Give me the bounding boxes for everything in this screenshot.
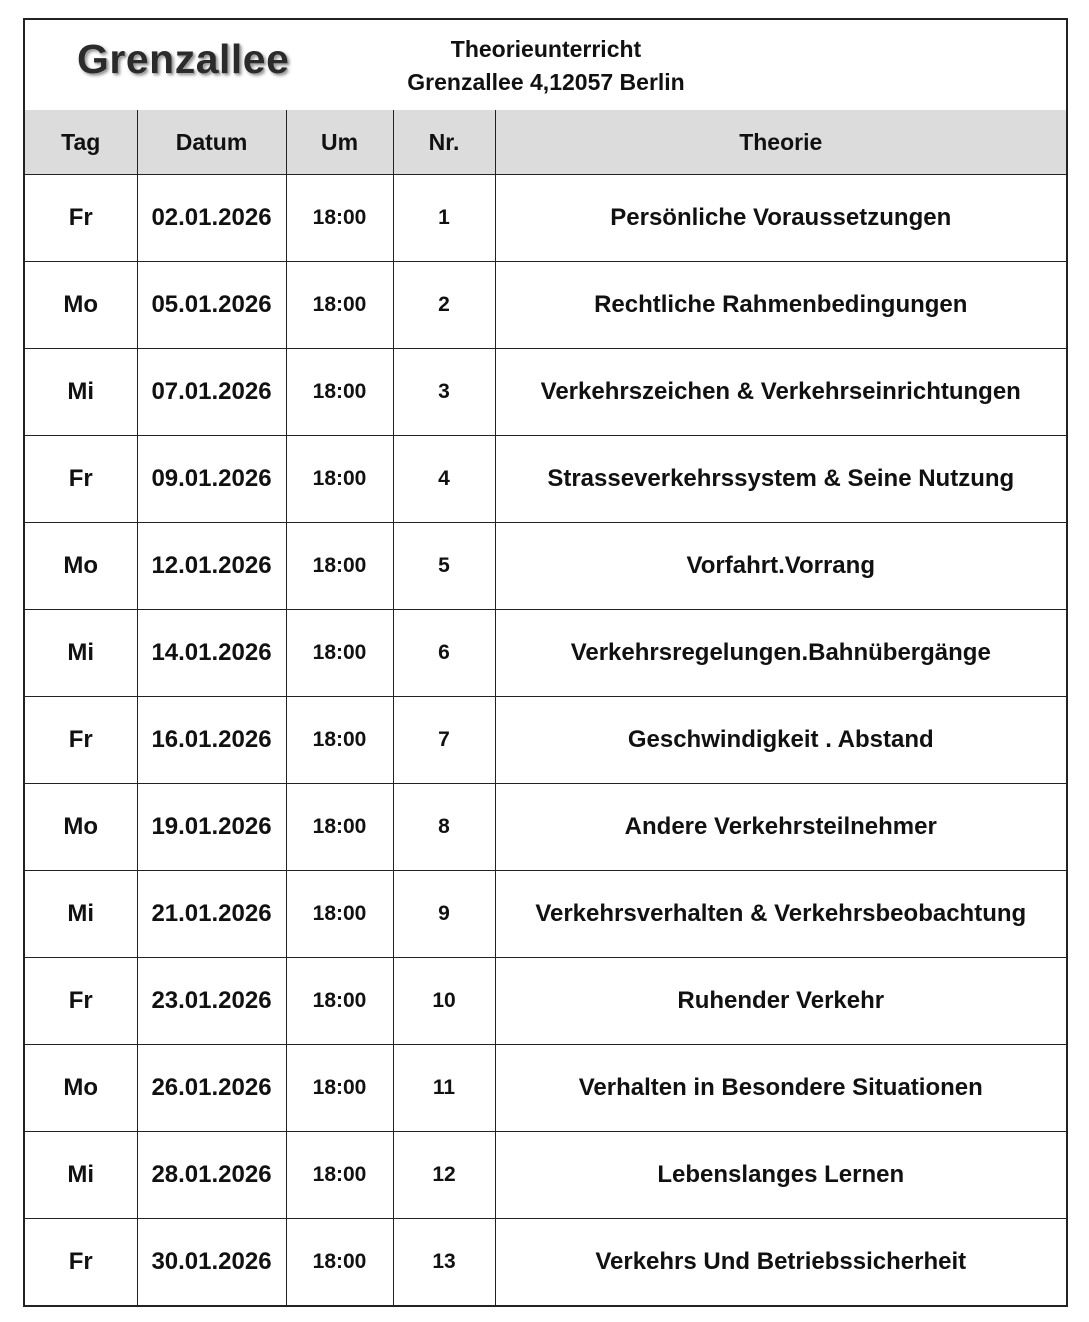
cell-nr: 8 xyxy=(393,784,495,871)
cell-nr: 2 xyxy=(393,262,495,349)
cell-datum: 30.01.2026 xyxy=(137,1219,286,1306)
table-row xyxy=(25,175,1066,262)
cell-tag: Mo xyxy=(25,1045,137,1132)
cell-tag: Fr xyxy=(25,1219,137,1306)
cell-um: 18:00 xyxy=(286,784,393,871)
cell-datum: 12.01.2026 xyxy=(137,523,286,610)
cell-datum: 16.01.2026 xyxy=(137,697,286,784)
cell-tag: Fr xyxy=(25,175,137,262)
table-row xyxy=(25,697,1066,784)
cell-tag: Mi xyxy=(25,871,137,958)
cell-um: 18:00 xyxy=(286,349,393,436)
cell-nr: 12 xyxy=(393,1132,495,1219)
cell-datum: 19.01.2026 xyxy=(137,784,286,871)
cell-um: 18:00 xyxy=(286,697,393,784)
table-row xyxy=(25,784,1066,871)
table-row xyxy=(25,262,1066,349)
cell-um: 18:00 xyxy=(286,262,393,349)
cell-nr: 4 xyxy=(393,436,495,523)
cell-nr: 1 xyxy=(393,175,495,262)
grenzallee-logo: Grenzallee xyxy=(77,36,290,82)
cell-datum: 14.01.2026 xyxy=(137,610,286,697)
cell-theorie: Rechtliche Rahmenbedingungen xyxy=(495,262,1066,349)
cell-theorie: Verhalten in Besondere Situationen xyxy=(495,1045,1066,1132)
cell-um: 18:00 xyxy=(286,523,393,610)
column-header-theorie: Theorie xyxy=(495,110,1066,175)
table-row xyxy=(25,436,1066,523)
table-row xyxy=(25,523,1066,610)
table-row xyxy=(25,871,1066,958)
cell-tag: Mi xyxy=(25,610,137,697)
column-header-nr: Nr. xyxy=(393,110,495,175)
cell-theorie: Ruhender Verkehr xyxy=(495,958,1066,1045)
column-header-tag: Tag xyxy=(25,110,137,175)
cell-um: 18:00 xyxy=(286,610,393,697)
cell-datum: 05.01.2026 xyxy=(137,262,286,349)
cell-datum: 28.01.2026 xyxy=(137,1132,286,1219)
cell-nr: 5 xyxy=(393,523,495,610)
cell-tag: Mo xyxy=(25,262,137,349)
cell-nr: 10 xyxy=(393,958,495,1045)
schedule-table xyxy=(25,110,1066,1305)
title-line-1: Theorieunterricht xyxy=(450,36,642,62)
table-row xyxy=(25,349,1066,436)
cell-um: 18:00 xyxy=(286,1132,393,1219)
cell-datum: 09.01.2026 xyxy=(137,436,286,523)
cell-nr: 13 xyxy=(393,1219,495,1306)
cell-theorie: Verkehrszeichen & Verkehrseinrichtungen xyxy=(495,349,1066,436)
cell-theorie: Lebenslanges Lernen xyxy=(495,1132,1066,1219)
cell-um: 18:00 xyxy=(286,1219,393,1306)
cell-nr: 7 xyxy=(393,697,495,784)
cell-nr: 3 xyxy=(393,349,495,436)
cell-tag: Fr xyxy=(25,697,137,784)
table-row xyxy=(25,1045,1066,1132)
cell-datum: 21.01.2026 xyxy=(137,871,286,958)
cell-theorie: Andere Verkehrsteilnehmer xyxy=(495,784,1066,871)
column-header-um: Um xyxy=(286,110,393,175)
cell-tag: Mo xyxy=(25,523,137,610)
cell-nr: 9 xyxy=(393,871,495,958)
cell-datum: 26.01.2026 xyxy=(137,1045,286,1132)
cell-tag: Mo xyxy=(25,784,137,871)
cell-um: 18:00 xyxy=(286,958,393,1045)
schedule-sheet xyxy=(23,18,1068,1307)
title-line-2: Grenzallee 4,12057 Berlin xyxy=(407,69,685,95)
cell-theorie: Persönliche Voraussetzungen xyxy=(495,175,1066,262)
cell-tag: Mi xyxy=(25,349,137,436)
cell-nr: 11 xyxy=(393,1045,495,1132)
table-row xyxy=(25,1219,1066,1306)
cell-tag: Fr xyxy=(25,436,137,523)
cell-um: 18:00 xyxy=(286,1045,393,1132)
cell-theorie: Vorfahrt.Vorrang xyxy=(495,523,1066,610)
cell-um: 18:00 xyxy=(286,436,393,523)
cell-theorie: Strasseverkehrssystem & Seine Nutzung xyxy=(495,436,1066,523)
table-row xyxy=(25,610,1066,697)
cell-datum: 23.01.2026 xyxy=(137,958,286,1045)
table-header-row xyxy=(25,110,1066,175)
cell-um: 18:00 xyxy=(286,175,393,262)
column-header-datum: Datum xyxy=(137,110,286,175)
cell-theorie: Verkehrs Und Betriebssicherheit xyxy=(495,1219,1066,1306)
cell-tag: Mi xyxy=(25,1132,137,1219)
document-header xyxy=(25,20,1066,112)
cell-datum: 02.01.2026 xyxy=(137,175,286,262)
document-title xyxy=(365,33,727,99)
cell-um: 18:00 xyxy=(286,871,393,958)
cell-theorie: Verkehrsverhalten & Verkehrsbeobachtung xyxy=(495,871,1066,958)
cell-theorie: Geschwindigkeit . Abstand xyxy=(495,697,1066,784)
cell-tag: Fr xyxy=(25,958,137,1045)
cell-theorie: Verkehrsregelungen.Bahnübergänge xyxy=(495,610,1066,697)
cell-nr: 6 xyxy=(393,610,495,697)
table-row xyxy=(25,1132,1066,1219)
cell-datum: 07.01.2026 xyxy=(137,349,286,436)
table-row xyxy=(25,958,1066,1045)
